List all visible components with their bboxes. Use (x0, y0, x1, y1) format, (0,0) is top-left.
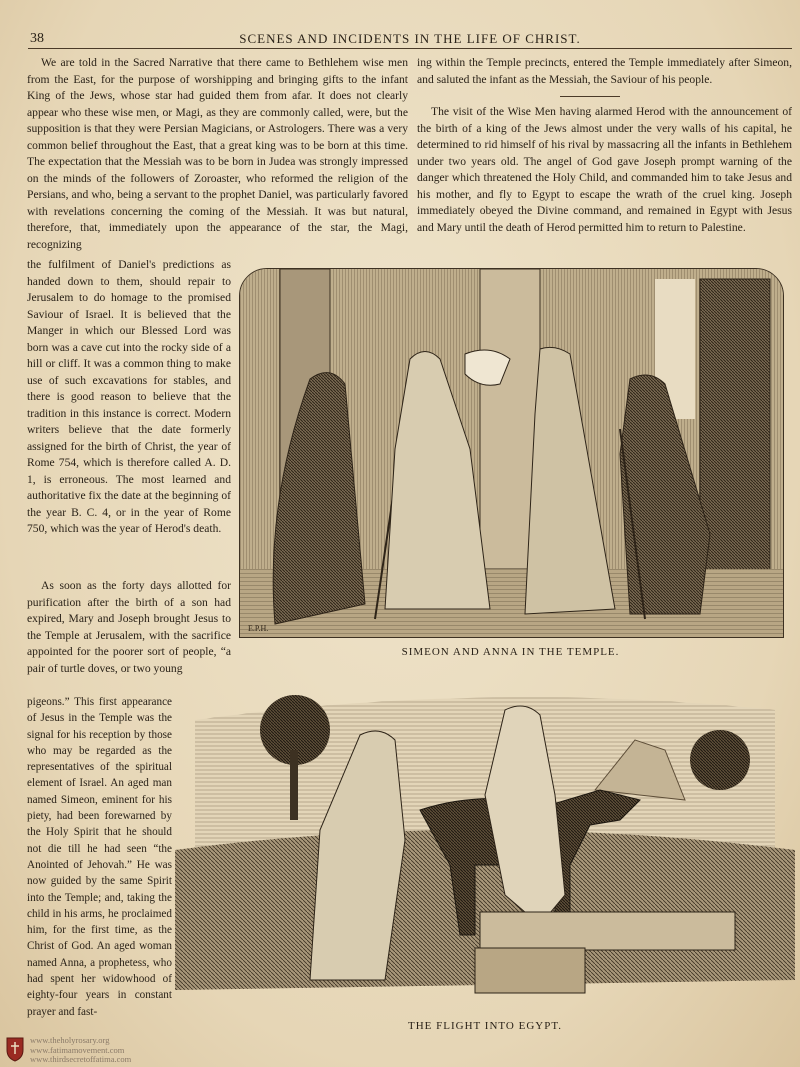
caption-flight-into-egypt: THE FLIGHT INTO EGYPT. (408, 1020, 562, 1032)
watermark-url[interactable]: www.theholyrosary.org (30, 1035, 110, 1045)
engraving-flight-into-egypt (175, 680, 795, 1015)
running-head: SCENES AND INCIDENTS IN THE LIFE OF CHRIST. (239, 31, 581, 46)
engraving-simeon-and-anna (239, 268, 784, 638)
paragraph-herod: The visit of the Wise Men having alarmed Herod with the announcement of the birth of a king of the Jews almost under the very walls of his capital, he determined to rid himself of his rival by massacring all the infants in Bethlehem under two years old. The angel of God gave Joseph prompt warning of the danger which threatened the Holy Child, and commanded him to take Jesus and his mother, and fly to Egypt to escape the wrath of the cruel king. Joseph immediately obeyed the Divine command, and remained in Egypt with Jesus and Mary until the death of Herod permitted him to return to Palestine. (417, 105, 792, 234)
engraver-signature: E.P.H. (248, 624, 269, 633)
engraving-flight-svg (175, 680, 795, 1015)
paragraph-simeon: pigeons.” This first appearance of Jesus in the Temple was the signal for his reception by those who may be regarded as the representatives of the spiritual element of Israel. An aged man named Simeon, eminent for his piety, had been forewarned by the Holy Spirit that he should not die till he had seen “the Anointed of Jehovah.” He was now guided by the same Spirit into the Temple; and, taking the child in his arms, he proclaimed him, for the first time, as the Christ of God. An aged woman named Anna, a prophetess, who had spent her widowhood of eighty-four years in constant prayer and fast- (27, 696, 172, 1018)
caption-simeon-and-anna: SIMEON AND ANNA IN THE TEMPLE. (401, 646, 620, 658)
header-rule (28, 48, 792, 49)
paragraph-purification: As soon as the forty days allotted for purification after the birth of a son had expired, Mary and Joseph brought Jesus to the Temple at Jerusalem, with the sacrifice appointed for the poorer sort of people, “a pair of turtle doves, or two young (27, 579, 231, 675)
paragraph-wise-men-continued: the fulfilment of Daniel's predictions as handed down to them, should repair to Jerusalem to do homage to the promised Saviour of Israel. It is believed that the Manger in which our Blessed Lord was born was a cave cut into the rocky side of a hill or cliff. It was a common thing to make use of such excavations for stables, and there is good reason to believe that the tradition in this instance is correct. Modern writers believe that the date formerly assigned for the birth of Christ, the year of Rome 754, which is therefore called A. D. 1, is erroneous. The most learned and authoritative fix the date at the beginning of the year B. C. 4, or in the year of Rome 750, which was the year of Herod's death. (27, 258, 231, 535)
stone-block (475, 948, 585, 993)
tree-trunk (290, 750, 298, 820)
tree (690, 730, 750, 790)
watermark-url[interactable]: www.thirdsecretoffatima.com (30, 1054, 132, 1064)
section-divider (560, 96, 620, 97)
watermark-url[interactable]: www.fatimamovement.com (30, 1044, 125, 1055)
stone-slab (480, 912, 735, 950)
paragraph-wise-men: We are told in the Sacred Narrative that there came to Bethlehem wise men from the East, for the purpose of worshipping and bringing gifts to the infant King of the Jews, whose star had guided them from afar. It does not clearly appear who these wise men, or Magi, as they are commonly called, were, but the supposition is that they were Persian Magicians, or Astrologers. There was a very common belief throughout the East, that a great king was to be born at this time. The expectation that the Messiah was to be born in Judea was strongly impressed on the minds of the followers of Zoroaster, who reformed the religion of the Persians, and who, being a servant to the prophet Daniel, was particularly favored with revelations concerning the coming of the Messiah. It was but natural, therefore, that, immediately upon the appearance of the star, the Magi, recognizing (27, 56, 408, 251)
paragraph-anna-continued: ing within the Temple precincts, entered the Temple immediately after Simeon, and saluted the infant as the Messiah, the Saviour of his people. (417, 56, 792, 86)
shield-logo-icon (5, 1036, 25, 1062)
engraving-simeon-svg (240, 269, 783, 637)
watermark-urls (30, 1036, 131, 1065)
page-number: 38 (30, 31, 44, 46)
